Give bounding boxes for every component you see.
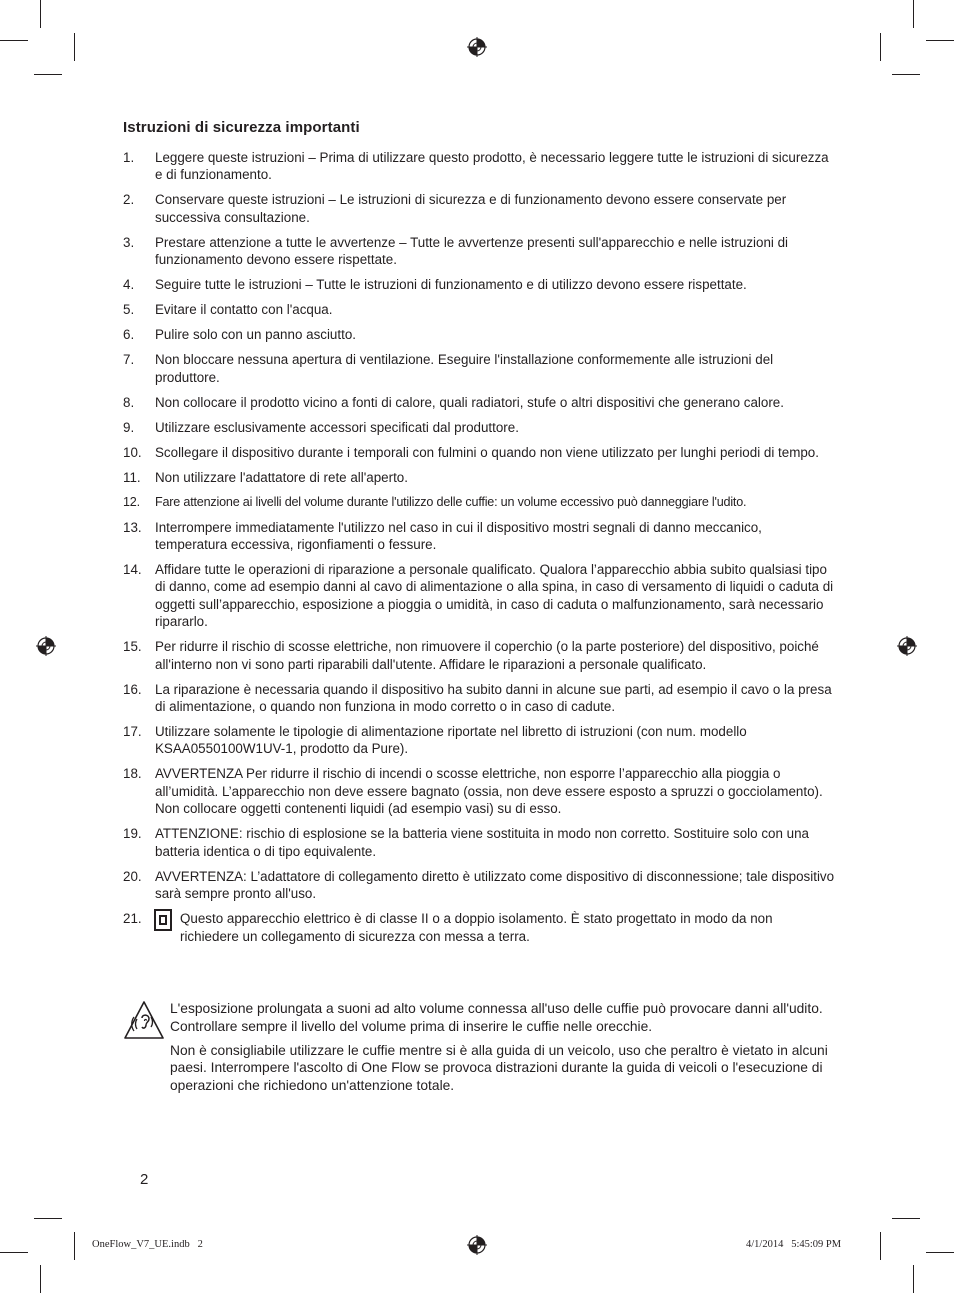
item-number: 12.: [123, 494, 140, 509]
class-ii-double-insulation-icon: [154, 909, 172, 931]
section-title: Istruzioni di sicurezza importanti: [123, 119, 360, 136]
list-item: [123, 638, 835, 673]
item-number: 2.: [123, 192, 135, 208]
item-text: La riparazione è necessaria quando il dispositivo ha subito danni in alcune sue parti, ad esempio il cavo o la presa di alimentazione, o quando non funziona in modo corretto o in caso di cadute.: [155, 681, 832, 715]
list-item: [123, 868, 835, 903]
item-text: Utilizzare solamente le tipologie di alimentazione riportate nel libretto di istruzioni (con num. modello KSAA0550100W1UV-1, prodotto da Pure).: [155, 724, 747, 757]
item-number: 18.: [123, 766, 142, 782]
crop-mark: [40, 0, 41, 28]
item-number: 10.: [123, 444, 142, 460]
registration-mark-icon: [897, 636, 917, 656]
item-number: 20.: [123, 868, 142, 884]
item-text: Utilizzare esclusivamente accessori specificati dal produttore.: [155, 419, 519, 435]
list-item: [123, 394, 835, 411]
page-number: 2: [140, 1171, 149, 1188]
list-item: [123, 234, 835, 269]
item-number: 13.: [123, 519, 142, 535]
item-text: ATTENZIONE: rischio di esplosione se la batteria viene sostituita in modo non corretto. Sostituire solo con una batteria identica o di tipo equivalente.: [155, 826, 809, 859]
list-item: [123, 276, 835, 293]
list-item: [123, 469, 835, 486]
crop-mark: [880, 1232, 881, 1260]
list-item: [123, 910, 835, 945]
item-text: AVVERTENZA Per ridurre il rischio di incendi o scosse elettriche, non esporre l’apparecchio alla pioggia o all’umidità. L’apparecchio non deve essere bagnato (ossia, non deve essere esposto a spruzzi o gocciolamento). Non collocare oggetti contenenti liquidi (ad esempio vasi) su di esso.: [155, 766, 823, 817]
item-text: Per ridurre il rischio di scosse elettriche, non rimuovere il coperchio (o la parte posteriore) del dispositivo, poiché all'interno non vi sono parti riparabili dall'utente. Affidare le riparazioni a personale qualificato.: [155, 639, 819, 672]
list-item: [123, 419, 835, 436]
item-number: 9.: [123, 419, 135, 435]
item-text: Non collocare il prodotto vicino a fonti di calore, quali radiatori, stufe o altri dispositivi che generano calore.: [155, 394, 784, 410]
list-item: [123, 765, 835, 817]
item-number: 11.: [123, 469, 141, 485]
crop-mark: [0, 40, 28, 41]
item-number: 19.: [123, 826, 142, 842]
item-text: Scollegare il dispositivo durante i temporali con fulmini o quando non viene utilizzato per lunghi periodi di tempo.: [155, 444, 819, 460]
list-item: [123, 825, 835, 860]
item-text: Non utilizzare l'adattatore di rete all'aperto.: [155, 469, 408, 485]
list-item: [123, 494, 835, 511]
item-number: 21.: [123, 911, 142, 927]
crop-mark: [34, 1218, 62, 1219]
item-number: 5.: [123, 302, 135, 318]
crop-mark: [40, 1265, 41, 1293]
list-item: [123, 519, 835, 554]
list-item: [123, 351, 835, 386]
registration-mark-icon: [467, 1235, 487, 1255]
item-text: AVVERTENZA: L’adattatore di collegamento diretto è utilizzato come dispositivo di disconnessione; tale dispositivo sarà sempre pronto all'uso.: [155, 868, 835, 902]
crop-mark: [74, 1232, 75, 1260]
footer-filename: OneFlow_V7_UE.indb 2: [92, 1239, 203, 1250]
item-number: 1.: [123, 150, 135, 165]
footer-timestamp: 4/1/2014 5:45:09 PM: [746, 1239, 842, 1250]
item-text: Evitare il contatto con l'acqua.: [155, 302, 333, 318]
item-number: 16.: [123, 681, 142, 697]
crop-mark: [926, 1252, 954, 1253]
item-number: 4.: [123, 277, 135, 293]
registration-mark-icon: [36, 636, 56, 656]
item-number: 6.: [123, 327, 135, 343]
crop-mark: [74, 33, 75, 61]
crop-mark: [0, 1252, 28, 1253]
crop-mark: [34, 74, 62, 75]
crop-mark: [880, 33, 881, 61]
safety-instructions-list: [123, 149, 835, 953]
item-number: 14.: [123, 562, 142, 578]
warning-text: [170, 1000, 838, 1101]
item-text: Fare attenzione ai livelli del volume durante l'utilizzo delle cuffie: un volume eccessivo può danneggiare l'udito.: [155, 494, 747, 509]
item-text: Leggere queste istruzioni – Prima di utilizzare questo prodotto, è necessario leggere tutte le istruzioni di sicurezza e di funzionamento.: [155, 150, 829, 183]
crop-mark: [926, 40, 954, 41]
warning-paragraph: L'esposizione prolungata a suoni ad alto volume connessa all'uso delle cuffie può provocare danni all'udito. Controllare sempre il livello del volume prima di inserire le cuffie nelle orecchie.: [170, 1001, 823, 1034]
item-text: Seguire tutte le istruzioni – Tutte le istruzioni di funzionamento e di utilizzo devono essere rispettate.: [155, 277, 747, 293]
item-number: 3.: [123, 234, 135, 250]
crop-mark: [892, 74, 920, 75]
hearing-warning-icon: [123, 1000, 165, 1040]
item-text: Questo apparecchio elettrico è di classe II o a doppio isolamento. È stato progettato in modo da non richiedere un collegamento di sicurezza con messa a terra.: [180, 911, 773, 944]
list-item: [123, 723, 835, 758]
list-item: [123, 561, 835, 631]
list-item: [123, 149, 835, 184]
item-number: 7.: [123, 352, 135, 368]
crop-mark: [913, 0, 914, 28]
list-item: [123, 326, 835, 343]
list-item: [123, 681, 835, 716]
item-text: Prestare attenzione a tutte le avvertenze – Tutte le avvertenze presenti sull'apparecchio e nelle istruzioni di funzionamento devono essere rispettate.: [155, 234, 789, 268]
list-item: [123, 444, 835, 461]
list-item: [123, 301, 835, 318]
item-number: 15.: [123, 639, 142, 655]
item-text: Affidare tutte le operazioni di riparazione a personale qualificato. Qualora l’apparecchio abbia subito qualsiasi tipo di danno, come ad esempio danni al cavo di alimentazione o alla spina, in caso di versamento di liquidi o caduta di oggetti sull’apparecchio, esposizione a pioggia o umidità, in caso di caduta o malfunzionamento, sarà necessario ripararlo.: [155, 562, 834, 630]
item-text: Non bloccare nessuna apertura di ventilazione. Eseguire l'installazione conformemente alle istruzioni del produttore.: [155, 352, 774, 385]
item-number: 17.: [123, 724, 142, 740]
item-number: 8.: [123, 394, 135, 410]
crop-mark: [892, 1218, 920, 1219]
item-text: Interrompere immediatamente l'utilizzo nel caso in cui il dispositivo mostri segnali di danno meccanico, temperatura eccessiva, rigonfiamenti o fessure.: [155, 519, 762, 553]
registration-mark-icon: [467, 37, 487, 57]
list-item: [123, 191, 835, 226]
crop-mark: [913, 1265, 914, 1293]
warning-paragraph: Non è consigliabile utilizzare le cuffie mentre si è alla guida di un veicolo, uso che peraltro è vietato in alcuni paesi. Interrompere l'ascolto di One Flow se provoca distrazioni durante la guida di veicoli o l'esecuzione di operazioni che richiedono un'attenzione totale.: [170, 1042, 828, 1094]
item-text: Conservare queste istruzioni – Le istruzioni di sicurezza e di funzionamento devono essere conservate per successiva consultazione.: [155, 192, 787, 225]
item-text: Pulire solo con un panno asciutto.: [155, 327, 356, 343]
